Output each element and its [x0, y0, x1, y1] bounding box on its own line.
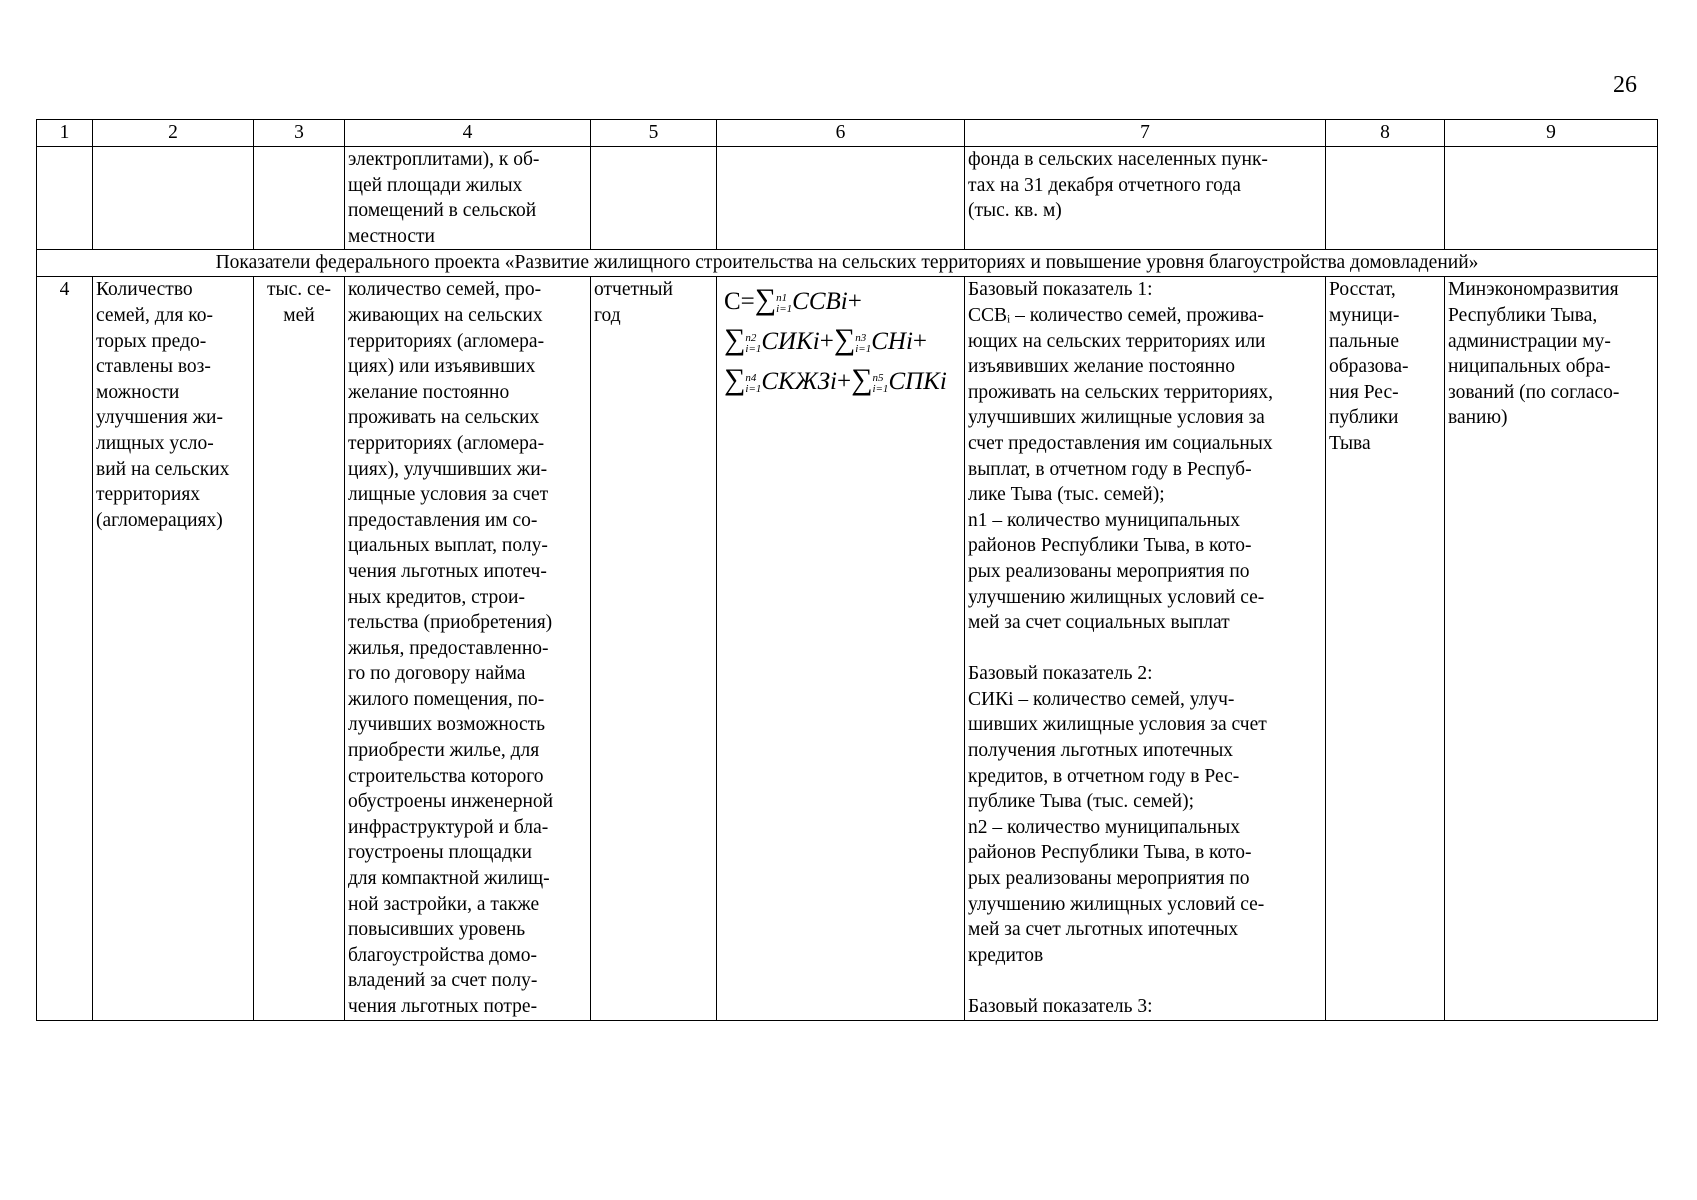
- calculation-formula: C=∑n1 i=1CCBi+ ∑n2 i=1CИKi+∑n3 i=1CHi+ ∑n4 i=1CKЖЗi+∑n5 i=1CПKi: [724, 283, 947, 397]
- row-number: 4: [37, 277, 93, 1020]
- continued-row: [37, 147, 1658, 250]
- header-cell: 6: [717, 120, 965, 147]
- header-row: [37, 120, 1658, 147]
- continued-method: фонда в сельских населенных пунк- тах на 31 декабря отчетного года (тыс. кв. м): [965, 147, 1326, 250]
- unit-of-measure: тыс. се- мей: [254, 277, 345, 1020]
- header-cell: 1: [37, 120, 93, 147]
- indicator-name: Количество семей, для ко- торых предо- ставлены воз- можности улучшения жи- лищных усло- вий на сельских территориях (агломерациях): [93, 277, 254, 1020]
- data-source: Росстат, муници- пальные образова- ния Рес- публики Тыва: [1326, 277, 1445, 1020]
- page-number: 26: [1613, 72, 1637, 98]
- header-cell: 7: [965, 120, 1326, 147]
- table-row: [37, 277, 1658, 1020]
- section-heading-row: [37, 250, 1658, 277]
- section-heading: Показатели федерального проекта «Развитие жилищного строительства на сельских территориях и повышение уровня благоустройства домовладений»: [37, 250, 1658, 277]
- formula-cell: [717, 277, 965, 1020]
- period: отчетный год: [591, 277, 717, 1020]
- header-cell: 5: [591, 120, 717, 147]
- header-cell: 9: [1445, 120, 1658, 147]
- calculation-method: Базовый показатель 1: ССВᵢ – количество семей, прожива- ющих на сельских территориях или изъявивших желание постоянно проживать на сельских территориях, улучшивших жилищные условия за счет предоставления им социальных выплат, в отчетном году в Респуб- лике Тыва (тыс. семей); n1 – количество муниципальных районов Республики Тыва, в кото- рых реализованы мероприятия по улучшению жилищных условий се- мей за счет социальных выплат Базовый показатель 2: СИКi – количество семей, улуч- шивших жилищные условия за счет получения льготных ипотечных кредитов, в отчетном году в Рес- публике Тыва (тыс. семей); n2 – количество муниципальных районов Республики Тыва, в кото- рых реализованы мероприятия по улучшению жилищных условий се- мей за счет льготных ипотечных кредитов Базовый показатель 3:: [965, 277, 1326, 1020]
- header-cell: 2: [93, 120, 254, 147]
- header-cell: 4: [345, 120, 591, 147]
- responsible-body: Минэкономразвития Республики Тыва, администрации му- ниципальных обра- зований (по согласо- ванию): [1445, 277, 1658, 1020]
- indicators-table: [36, 119, 1658, 1021]
- continued-definition: электроплитами), к об- щей площади жилых помещений в сельской местности: [345, 147, 591, 250]
- header-cell: 3: [254, 120, 345, 147]
- indicator-definition: количество семей, про- живающих на сельских территориях (агломера- циях) или изъявивших желание постоянно проживать на сельских территориях (агломера- циях), улучшивших жи- лищные условия за счет предоставления им со- циальных выплат, полу- чения льготных ипотеч- ных кредитов, строи- тельства (приобретения) жилья, предоставленно- го по договору найма жилого помещения, по- лучивших возможность приобрести жилье, для строительства которого обустроены инженерной инфраструктурой и бла- гоустроены площадки для компактной жилищ- ной застройки, а также повысивших уровень благоустройства домо- владений за счет полу- чения льготных потре-: [345, 277, 591, 1020]
- header-cell: 8: [1326, 120, 1445, 147]
